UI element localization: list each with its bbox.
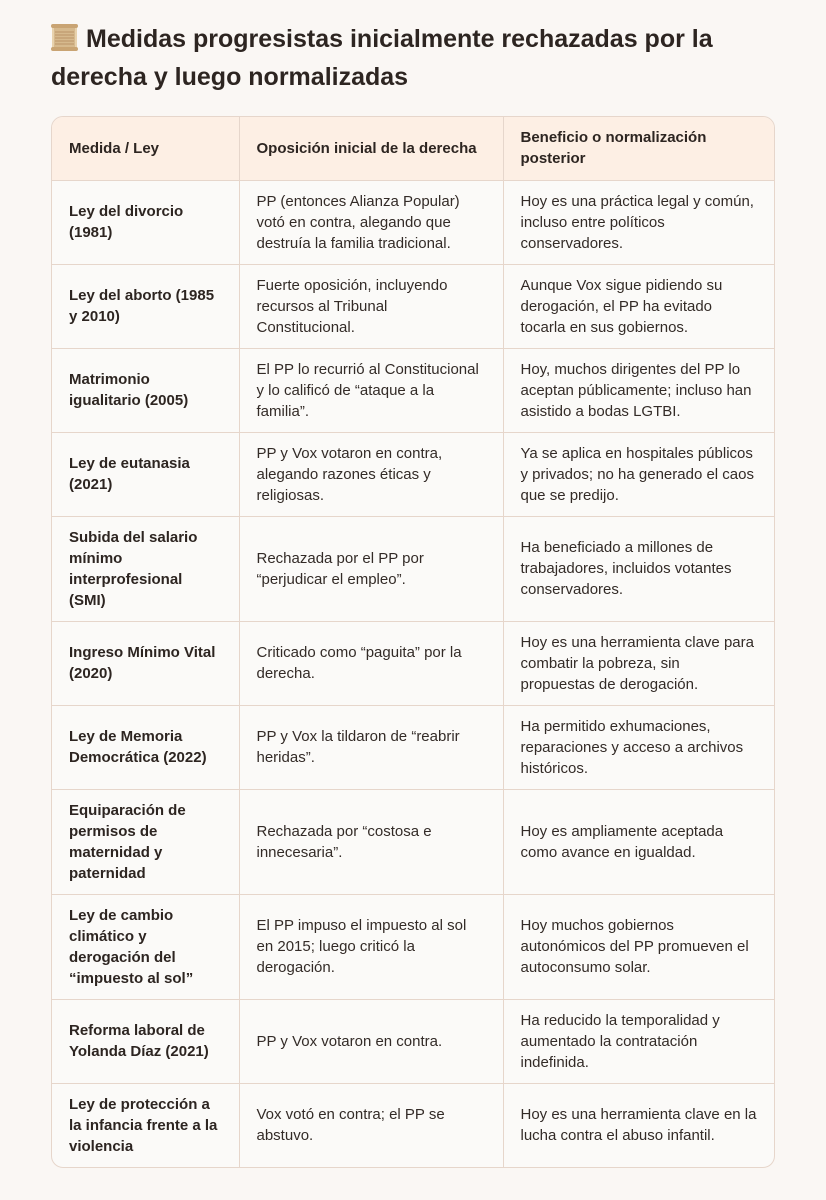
measures-table	[52, 117, 774, 1167]
opposition-cell: Criticado como “paguita” por la derecha.	[239, 621, 503, 705]
scroll-icon	[51, 24, 78, 60]
table-row	[52, 894, 774, 999]
opposition-cell: Rechazada por “costosa e innecesaria”.	[239, 789, 503, 894]
opposition-cell: Vox votó en contra; el PP se abstuvo.	[239, 1083, 503, 1167]
header-benefit: Beneficio o normalización posterior	[503, 117, 774, 180]
opposition-cell: El PP impuso el impuesto al sol en 2015; luego criticó la derogación.	[239, 894, 503, 999]
table-row	[52, 348, 774, 432]
benefit-cell: Hoy es una herramienta clave para combatir la pobreza, sin propuestas de derogación.	[503, 621, 774, 705]
header-measure: Medida / Ley	[52, 117, 239, 180]
opposition-cell: Rechazada por el PP por “perjudicar el empleo”.	[239, 516, 503, 621]
table-row	[52, 432, 774, 516]
opposition-cell: El PP lo recurrió al Constitucional y lo calificó de “ataque a la familia”.	[239, 348, 503, 432]
measure-cell: Matrimonio igualitario (2005)	[52, 348, 239, 432]
benefit-cell: Hoy es una herramienta clave en la lucha contra el abuso infantil.	[520, 1106, 757, 1145]
measure-cell: Subida del salario mínimo interprofesional (SMI)	[52, 516, 239, 621]
benefit-cell: Aunque Vox sigue pidiendo su derogación, el PP ha evitado tocarla en sus gobiernos.	[503, 264, 774, 348]
title-block	[51, 22, 791, 94]
table-row	[52, 705, 774, 789]
measure-cell: Ley de Memoria Democrática (2022)	[52, 705, 239, 789]
measure-cell: Ley del aborto (1985 y 2010)	[52, 264, 239, 348]
header-row	[52, 117, 774, 180]
table-row	[52, 999, 774, 1083]
table-row	[52, 180, 774, 264]
measure-cell: Ley del divorcio (1981)	[52, 180, 239, 264]
measure-cell: Ley de protección a la infancia frente a la violencia	[52, 1083, 239, 1167]
opposition-cell: PP (entonces Alianza Popular) votó en contra, alegando que destruía la familia tradicional.	[239, 180, 503, 264]
opposition-cell: Fuerte oposición, incluyendo recursos al Tribunal Constitucional.	[239, 264, 503, 348]
opposition-cell: PP y Vox votaron en contra, alegando razones éticas y religiosas.	[239, 432, 503, 516]
measures-table-container	[51, 116, 775, 1168]
measure-cell: Ley de cambio climático y derogación del “impuesto al sol”	[52, 894, 239, 999]
measure-cell: Ingreso Mínimo Vital (2020)	[52, 621, 239, 705]
benefit-cell: Ha reducido la temporalidad y aumentado la contratación indefinida.	[503, 999, 774, 1083]
opposition-cell: PP y Vox la tildaron de “reabrir heridas”.	[239, 705, 503, 789]
measure-cell: Reforma laboral de Yolanda Díaz (2021)	[52, 999, 239, 1083]
benefit-cell: Ha permitido exhumaciones, reparaciones y acceso a archivos históricos.	[503, 705, 774, 789]
table-row	[52, 516, 774, 621]
benefit-cell: Hoy, muchos dirigentes del PP lo aceptan públicamente; incluso han asistido a bodas LGTBI.	[503, 348, 774, 432]
benefit-cell: Hoy muchos gobiernos autonómicos del PP promueven el autoconsumo solar.	[503, 894, 774, 999]
table-row	[52, 789, 774, 894]
benefit-cell: Hoy es una práctica legal y común, incluso entre políticos conservadores.	[503, 180, 774, 264]
opposition-cell: PP y Vox votaron en contra.	[239, 999, 503, 1083]
table-row	[52, 621, 774, 705]
table-header	[52, 117, 774, 180]
page-title-text: Medidas progresistas inicialmente rechazadas por la derecha y luego normalizadas	[51, 25, 713, 91]
page-title	[51, 22, 791, 94]
table-body	[52, 180, 774, 1167]
measure-cell: Ley de eutanasia (2021)	[52, 432, 239, 516]
table-row	[52, 264, 774, 348]
header-opposition: Oposición inicial de la derecha	[239, 117, 503, 180]
benefit-cell: Ha beneficiado a millones de trabajadores, incluidos votantes conservadores.	[503, 516, 774, 621]
benefit-cell: Ya se aplica en hospitales públicos y privados; no ha generado el caos que se predijo.	[503, 432, 774, 516]
measure-cell: Equiparación de permisos de maternidad y paternidad	[52, 789, 239, 894]
table-row	[52, 1083, 774, 1167]
benefit-cell: Hoy es ampliamente aceptada como avance en igualdad.	[503, 789, 774, 894]
